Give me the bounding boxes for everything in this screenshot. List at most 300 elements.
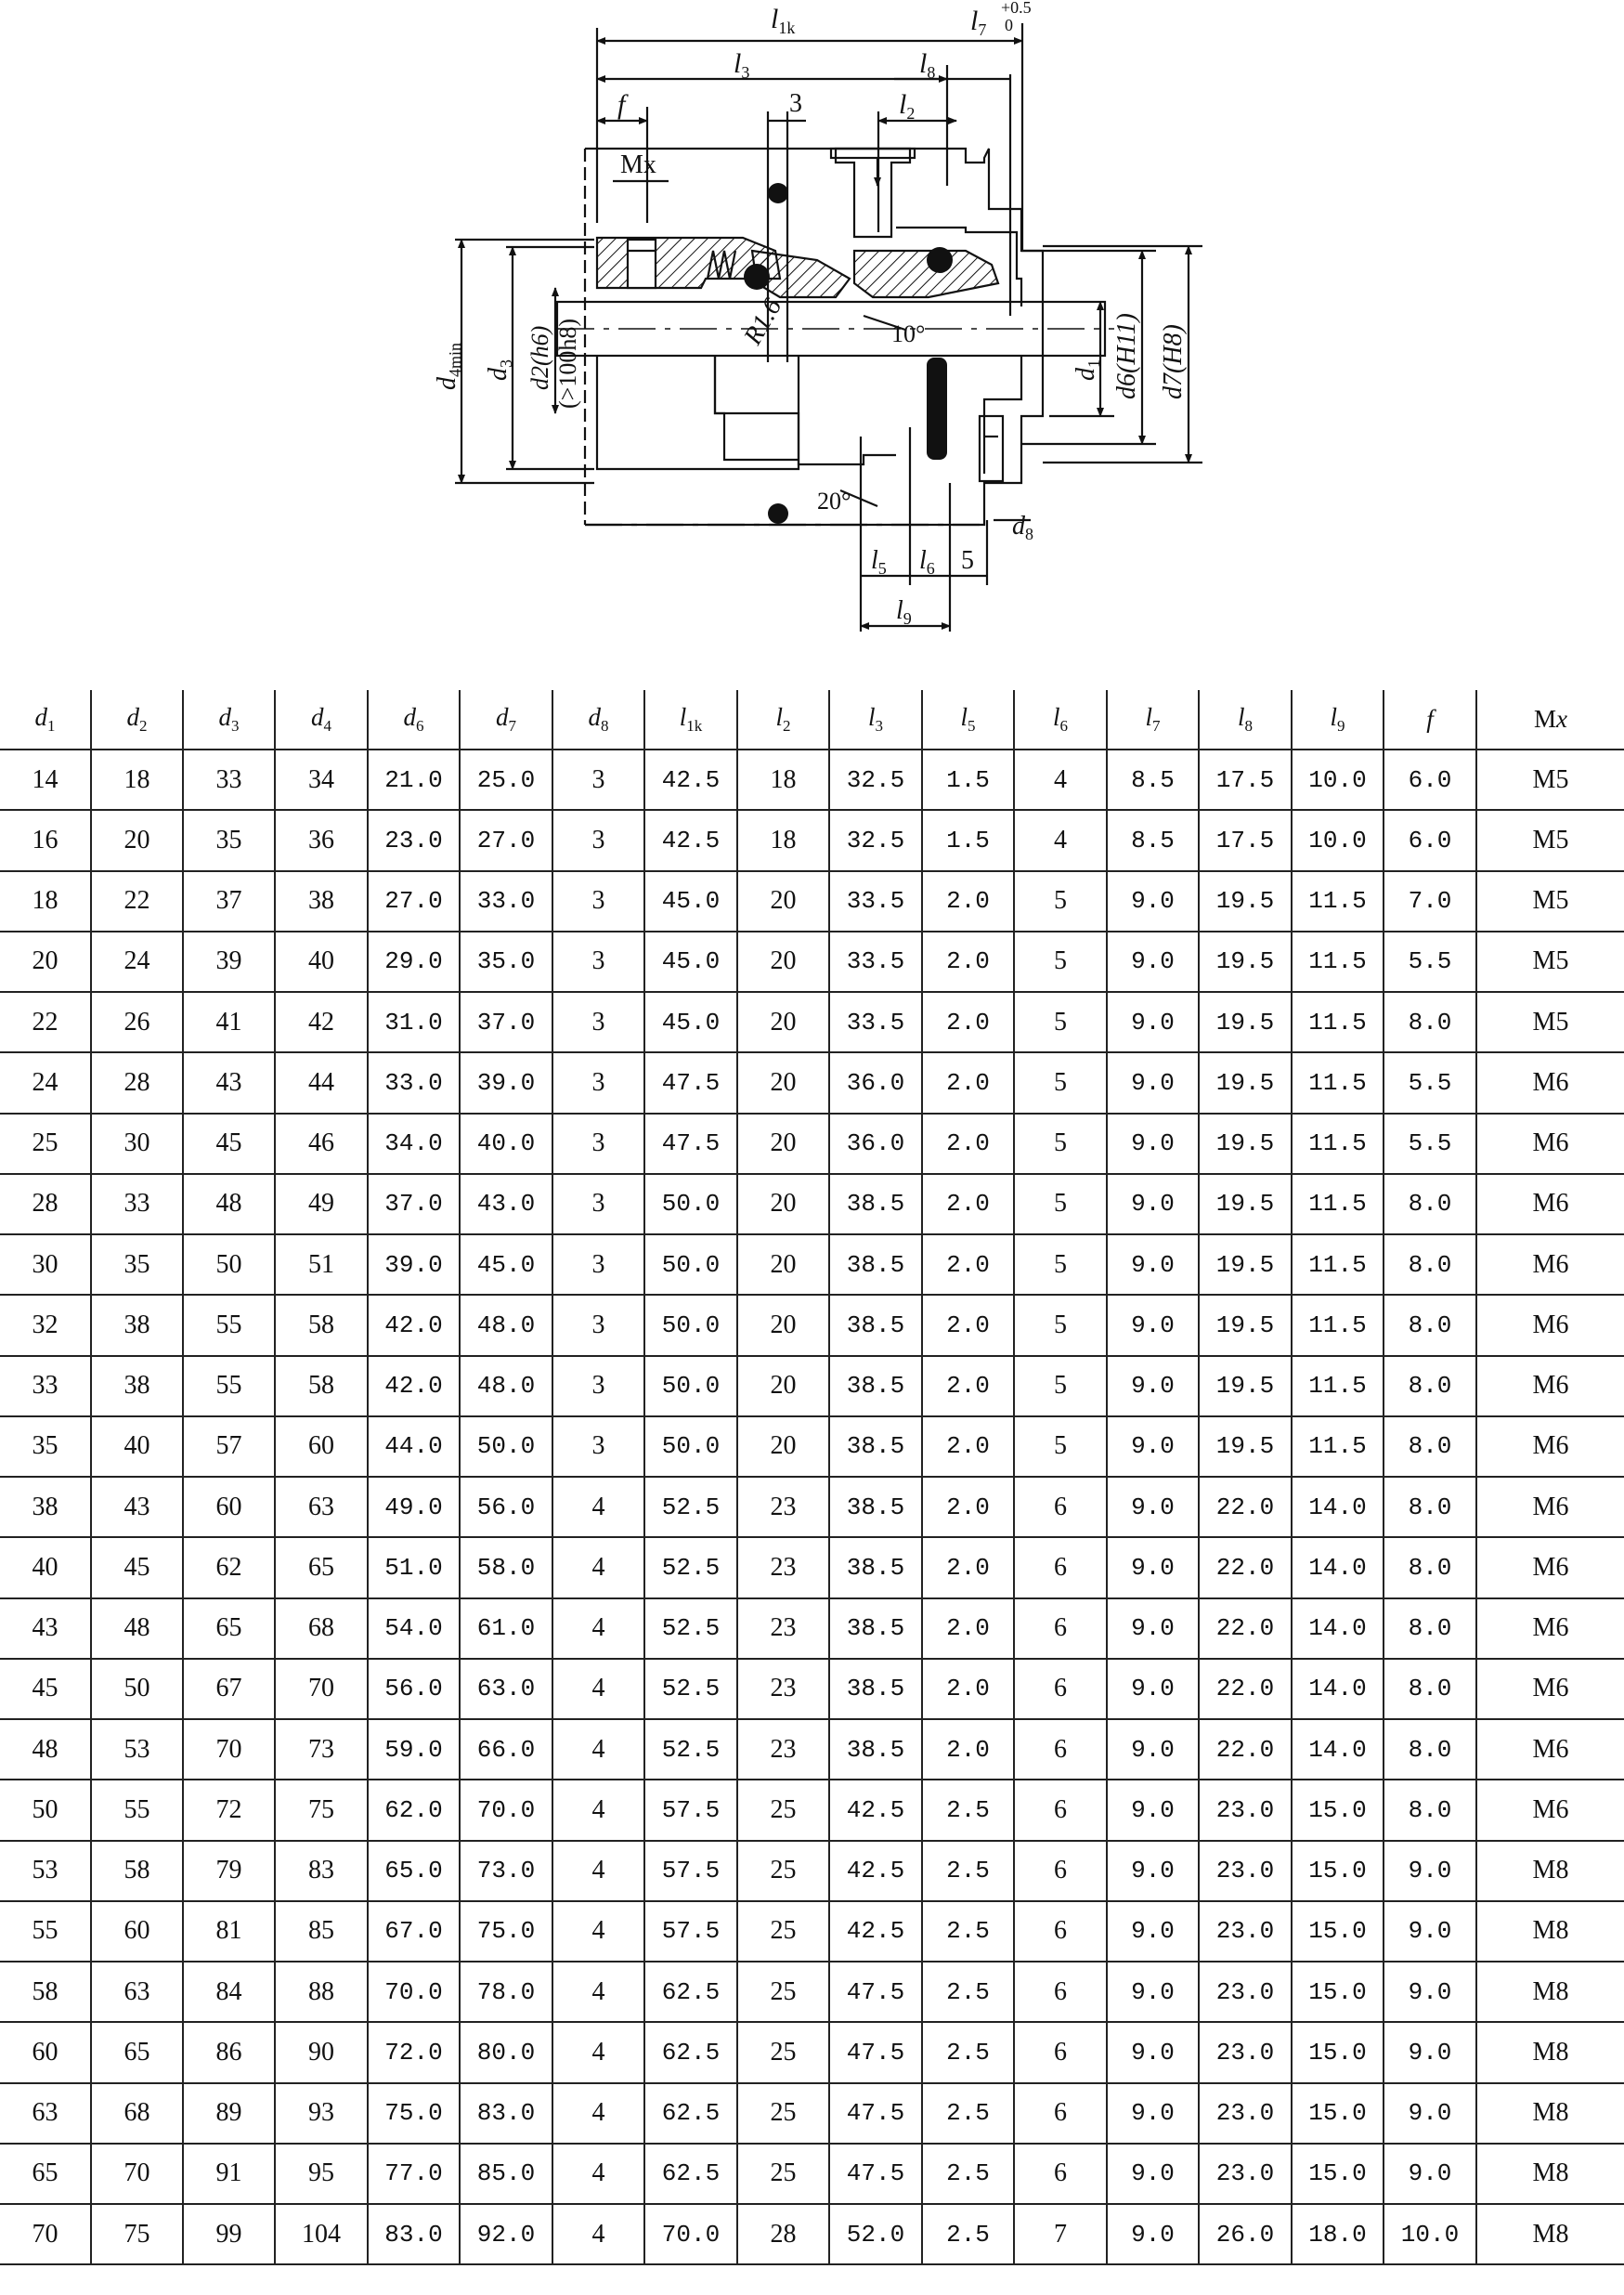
table-cell-mx: M6 [1476, 1174, 1624, 1234]
table-cell-l8: 22.0 [1199, 1477, 1292, 1537]
table-cell-l8: 19.5 [1199, 1416, 1292, 1477]
table-cell-d1: 16 [0, 810, 91, 870]
label-l5: $l_5$ [871, 546, 887, 578]
table-cell-l8: 23.0 [1199, 1962, 1292, 2022]
table-cell-d1: 24 [0, 1052, 91, 1113]
table-cell-mx: M6 [1476, 1537, 1624, 1597]
table-cell-d7: 73.0 [460, 1841, 552, 1901]
table-cell-l1k: 62.5 [644, 2022, 737, 2082]
table-cell-d1: 70 [0, 2204, 91, 2264]
table-cell-l7: 9.0 [1107, 1901, 1199, 1962]
table-cell-d4: 104 [275, 2204, 368, 2264]
table-cell-d1: 48 [0, 1719, 91, 1780]
table-cell-d7: 83.0 [460, 2083, 552, 2144]
table-cell-l2: 25 [737, 2022, 829, 2082]
table-cell-d1: 30 [0, 1234, 91, 1295]
table-cell-l1k: 57.5 [644, 1901, 737, 1962]
table-cell-l1k: 52.5 [644, 1598, 737, 1659]
table-cell-d4: 70 [275, 1659, 368, 1719]
table-row [0, 1719, 1624, 1780]
table-cell-d7: 75.0 [460, 1901, 552, 1962]
table-cell-d8: 3 [552, 810, 644, 870]
table-cell-d2: 18 [91, 750, 183, 810]
table-cell-l2: 20 [737, 1114, 829, 1174]
table-cell-l5: 2.0 [922, 1598, 1014, 1659]
table-row [0, 1052, 1624, 1113]
table-cell-l3: 38.5 [829, 1477, 922, 1537]
table-cell-l1k: 47.5 [644, 1114, 737, 1174]
table-cell-l2: 18 [737, 750, 829, 810]
table-cell-d1: 14 [0, 750, 91, 810]
table-cell-d7: 63.0 [460, 1659, 552, 1719]
header-l8: $l_8$ [1199, 690, 1292, 750]
table-cell-d8: 3 [552, 1234, 644, 1295]
table-cell-d3: 48 [183, 1174, 275, 1234]
table-cell-l2: 23 [737, 1598, 829, 1659]
label-d3: $d_3$ [484, 359, 515, 381]
table-row [0, 1477, 1624, 1537]
table-cell-l7: 9.0 [1107, 1234, 1199, 1295]
table-cell-d7: 27.0 [460, 810, 552, 870]
table-cell-f: 8.0 [1384, 1234, 1476, 1295]
table-cell-l5: 2.0 [922, 932, 1014, 992]
table-cell-l5: 2.0 [922, 1114, 1014, 1174]
table-cell-l6: 4 [1014, 750, 1107, 810]
table-cell-l8: 19.5 [1199, 871, 1292, 932]
table-cell-l3: 36.0 [829, 1114, 922, 1174]
table-cell-l2: 25 [737, 1780, 829, 1840]
table-cell-d1: 53 [0, 1841, 91, 1901]
table-cell-d6: 75.0 [368, 2083, 460, 2144]
label-mx: Mx [620, 150, 656, 179]
table-cell-d1: 33 [0, 1356, 91, 1416]
table-cell-l6: 4 [1014, 810, 1107, 870]
table-cell-l7: 9.0 [1107, 1780, 1199, 1840]
table-cell-l9: 14.0 [1292, 1598, 1384, 1659]
table-row [0, 810, 1624, 870]
o-ring-bottom [768, 503, 788, 524]
table-cell-l1k: 50.0 [644, 1234, 737, 1295]
table-cell-l8: 17.5 [1199, 750, 1292, 810]
table-cell-l1k: 52.5 [644, 1719, 737, 1780]
table-cell-d7: 56.0 [460, 1477, 552, 1537]
table-row [0, 2204, 1624, 2264]
table-cell-l5: 2.0 [922, 1234, 1014, 1295]
table-cell-l3: 52.0 [829, 2204, 922, 2264]
table-cell-d4: 75 [275, 1780, 368, 1840]
table-cell-d6: 39.0 [368, 1234, 460, 1295]
table-cell-l8: 17.5 [1199, 810, 1292, 870]
table-cell-l9: 14.0 [1292, 1537, 1384, 1597]
table-cell-d8: 4 [552, 1477, 644, 1537]
table-cell-l5: 2.0 [922, 1477, 1014, 1537]
table-cell-d4: 63 [275, 1477, 368, 1537]
table-cell-d4: 58 [275, 1295, 368, 1355]
table-cell-mx: M6 [1476, 1659, 1624, 1719]
table-cell-d4: 95 [275, 2144, 368, 2204]
table-cell-d3: 67 [183, 1659, 275, 1719]
bottom-screw [980, 416, 1003, 481]
table-cell-d7: 39.0 [460, 1052, 552, 1113]
table-cell-l6: 6 [1014, 1537, 1107, 1597]
table-cell-d7: 40.0 [460, 1114, 552, 1174]
table-cell-l5: 2.5 [922, 2083, 1014, 2144]
table-cell-d7: 61.0 [460, 1598, 552, 1659]
table-cell-l8: 23.0 [1199, 1901, 1292, 1962]
table-cell-d2: 50 [91, 1659, 183, 1719]
table-cell-d8: 3 [552, 750, 644, 810]
table-cell-d2: 38 [91, 1295, 183, 1355]
table-cell-f: 10.0 [1384, 2204, 1476, 2264]
table-cell-l8: 19.5 [1199, 1356, 1292, 1416]
table-row [0, 1537, 1624, 1597]
table-row [0, 871, 1624, 932]
table-cell-mx: M6 [1476, 1114, 1624, 1174]
table-row [0, 1780, 1624, 1840]
table-cell-d3: 91 [183, 2144, 275, 2204]
table-cell-l7: 9.0 [1107, 2083, 1199, 2144]
header-l2: $l_2$ [737, 690, 829, 750]
table-cell-l6: 5 [1014, 1234, 1107, 1295]
table-cell-d4: 49 [275, 1174, 368, 1234]
table-cell-l5: 2.0 [922, 1416, 1014, 1477]
table-cell-l3: 47.5 [829, 2022, 922, 2082]
table-cell-l7: 8.5 [1107, 810, 1199, 870]
table-cell-d6: 62.0 [368, 1780, 460, 1840]
table-cell-d2: 48 [91, 1598, 183, 1659]
table-cell-d7: 78.0 [460, 1962, 552, 2022]
table-cell-d2: 43 [91, 1477, 183, 1537]
table-cell-f: 8.0 [1384, 1416, 1476, 1477]
table-cell-d8: 3 [552, 932, 644, 992]
table-cell-l6: 6 [1014, 1659, 1107, 1719]
table-cell-d7: 48.0 [460, 1295, 552, 1355]
table-cell-d8: 3 [552, 871, 644, 932]
dimension-table [0, 690, 1624, 2265]
header-mx: Mx [1476, 690, 1624, 750]
table-cell-l1k: 70.0 [644, 2204, 737, 2264]
table-cell-l3: 32.5 [829, 810, 922, 870]
table-row [0, 1234, 1624, 1295]
label-l8: $l_8$ [919, 48, 936, 82]
table-row [0, 932, 1624, 992]
table-cell-d6: 42.0 [368, 1356, 460, 1416]
table-cell-l6: 5 [1014, 871, 1107, 932]
table-cell-mx: M6 [1476, 1780, 1624, 1840]
table-cell-l9: 11.5 [1292, 1174, 1384, 1234]
label-deg10: 10° [891, 320, 926, 347]
table-cell-l1k: 50.0 [644, 1174, 737, 1234]
table-cell-d4: 90 [275, 2022, 368, 2082]
table-cell-l2: 25 [737, 2083, 829, 2144]
table-cell-l9: 14.0 [1292, 1477, 1384, 1537]
table-cell-d8: 4 [552, 1537, 644, 1597]
table-cell-d6: 44.0 [368, 1416, 460, 1477]
table-cell-d6: 23.0 [368, 810, 460, 870]
table-cell-l6: 6 [1014, 2083, 1107, 2144]
table-cell-d1: 43 [0, 1598, 91, 1659]
table-cell-mx: M6 [1476, 1477, 1624, 1537]
table-cell-l6: 5 [1014, 1295, 1107, 1355]
table-cell-l3: 38.5 [829, 1356, 922, 1416]
table-cell-l2: 23 [737, 1719, 829, 1780]
table-cell-l3: 38.5 [829, 1174, 922, 1234]
table-cell-f: 8.0 [1384, 1719, 1476, 1780]
table-cell-d4: 83 [275, 1841, 368, 1901]
table-cell-l6: 6 [1014, 1901, 1107, 1962]
table-cell-l9: 15.0 [1292, 1780, 1384, 1840]
table-cell-f: 9.0 [1384, 2083, 1476, 2144]
table-cell-l1k: 62.5 [644, 1962, 737, 2022]
table-cell-l3: 42.5 [829, 1780, 922, 1840]
table-cell-l5: 2.0 [922, 1719, 1014, 1780]
table-cell-l3: 38.5 [829, 1537, 922, 1597]
table-cell-l2: 18 [737, 810, 829, 870]
table-cell-l2: 23 [737, 1477, 829, 1537]
table-cell-l7: 9.0 [1107, 1962, 1199, 2022]
table-cell-l3: 38.5 [829, 1598, 922, 1659]
table-cell-d6: 51.0 [368, 1537, 460, 1597]
table-cell-d2: 40 [91, 1416, 183, 1477]
table-body [0, 750, 1624, 2264]
table-cell-l7: 8.5 [1107, 750, 1199, 810]
table-cell-f: 9.0 [1384, 1962, 1476, 2022]
table-cell-d7: 58.0 [460, 1537, 552, 1597]
table-cell-d3: 70 [183, 1719, 275, 1780]
label-d6h11: d6(H11) [1112, 313, 1141, 399]
table-cell-l3: 32.5 [829, 750, 922, 810]
header-d1: $d_1$ [0, 690, 91, 750]
o-ring-right [927, 247, 953, 273]
table-cell-l6: 5 [1014, 992, 1107, 1052]
table-cell-d2: 65 [91, 2022, 183, 2082]
table-row [0, 1356, 1624, 1416]
table-cell-d8: 4 [552, 2144, 644, 2204]
header-l7: $l_7$ [1107, 690, 1199, 750]
table-cell-d8: 4 [552, 1780, 644, 1840]
table-cell-l2: 20 [737, 1052, 829, 1113]
table-cell-d6: 29.0 [368, 932, 460, 992]
table-cell-l6: 6 [1014, 1598, 1107, 1659]
table-cell-d4: 60 [275, 1416, 368, 1477]
table-cell-mx: M8 [1476, 2022, 1624, 2082]
table-cell-l2: 20 [737, 1234, 829, 1295]
table-cell-d7: 70.0 [460, 1780, 552, 1840]
table-cell-l5: 2.5 [922, 1780, 1014, 1840]
table-cell-l8: 23.0 [1199, 2022, 1292, 2082]
table-cell-l9: 15.0 [1292, 2022, 1384, 2082]
table-cell-d3: 65 [183, 1598, 275, 1659]
table-cell-d4: 88 [275, 1962, 368, 2022]
table-cell-l5: 2.0 [922, 1174, 1014, 1234]
table-cell-l3: 38.5 [829, 1719, 922, 1780]
table-cell-d3: 35 [183, 810, 275, 870]
table-row [0, 1114, 1624, 1174]
table-cell-l5: 2.0 [922, 992, 1014, 1052]
table-cell-l2: 20 [737, 992, 829, 1052]
table-cell-l2: 20 [737, 1356, 829, 1416]
header-l5: $l_5$ [922, 690, 1014, 750]
table-cell-mx: M6 [1476, 1356, 1624, 1416]
table-cell-d6: 77.0 [368, 2144, 460, 2204]
table-cell-l9: 15.0 [1292, 2083, 1384, 2144]
table-cell-d7: 33.0 [460, 871, 552, 932]
table-cell-l5: 2.0 [922, 871, 1014, 932]
table-cell-l1k: 57.5 [644, 1841, 737, 1901]
table-cell-l1k: 45.0 [644, 992, 737, 1052]
table-cell-l7: 9.0 [1107, 1356, 1199, 1416]
table-cell-l7: 9.0 [1107, 871, 1199, 932]
table-cell-d7: 45.0 [460, 1234, 552, 1295]
table-cell-d4: 44 [275, 1052, 368, 1113]
label-five: 5 [961, 546, 974, 575]
table-cell-l9: 11.5 [1292, 992, 1384, 1052]
table-cell-l8: 22.0 [1199, 1537, 1292, 1597]
table-cell-l8: 23.0 [1199, 1780, 1292, 1840]
table-cell-d7: 48.0 [460, 1356, 552, 1416]
table-cell-d6: 37.0 [368, 1174, 460, 1234]
table-cell-l1k: 47.5 [644, 1052, 737, 1113]
table-cell-l3: 33.5 [829, 992, 922, 1052]
table-cell-d8: 4 [552, 1962, 644, 2022]
table-cell-l5: 2.0 [922, 1295, 1014, 1355]
table-cell-l1k: 42.5 [644, 810, 737, 870]
table-cell-f: 8.0 [1384, 1174, 1476, 1234]
table-row [0, 992, 1624, 1052]
table-cell-mx: M6 [1476, 1598, 1624, 1659]
table-cell-l9: 14.0 [1292, 1659, 1384, 1719]
table-cell-d2: 53 [91, 1719, 183, 1780]
header-d8: $d_8$ [552, 690, 644, 750]
table-cell-l7: 9.0 [1107, 1537, 1199, 1597]
table-cell-l9: 11.5 [1292, 932, 1384, 992]
table-cell-d7: 80.0 [460, 2022, 552, 2082]
table-cell-l7: 9.0 [1107, 1659, 1199, 1719]
label-d8: $d_8$ [1012, 512, 1033, 543]
table-cell-l9: 11.5 [1292, 1295, 1384, 1355]
table-cell-l7: 9.0 [1107, 1174, 1199, 1234]
table-cell-l5: 2.5 [922, 2144, 1014, 2204]
table-cell-f: 8.0 [1384, 1537, 1476, 1597]
header-l1k: $l_{1k}$ [644, 690, 737, 750]
table-cell-d1: 58 [0, 1962, 91, 2022]
table-cell-l7: 9.0 [1107, 2022, 1199, 2082]
table-cell-d4: 73 [275, 1719, 368, 1780]
table-cell-d1: 32 [0, 1295, 91, 1355]
table-cell-d4: 85 [275, 1901, 368, 1962]
top-fitting [836, 149, 910, 237]
table-cell-d8: 4 [552, 2204, 644, 2264]
table-row [0, 1598, 1624, 1659]
table-cell-d3: 45 [183, 1114, 275, 1174]
table-cell-d6: 31.0 [368, 992, 460, 1052]
table-cell-l3: 38.5 [829, 1416, 922, 1477]
table-cell-l5: 2.0 [922, 1659, 1014, 1719]
o-ring-left [744, 264, 770, 290]
table-cell-d2: 20 [91, 810, 183, 870]
table-cell-l8: 19.5 [1199, 1295, 1292, 1355]
table-header-row [0, 690, 1624, 750]
table-cell-l2: 20 [737, 871, 829, 932]
table-cell-d8: 4 [552, 1841, 644, 1901]
table-cell-d1: 60 [0, 2022, 91, 2082]
table-cell-l8: 22.0 [1199, 1659, 1292, 1719]
table-cell-l6: 5 [1014, 1174, 1107, 1234]
table-cell-l3: 33.5 [829, 932, 922, 992]
table-cell-d3: 84 [183, 1962, 275, 2022]
table-row [0, 2083, 1624, 2144]
table-cell-d1: 28 [0, 1174, 91, 1234]
table-cell-d1: 38 [0, 1477, 91, 1537]
table-cell-d3: 86 [183, 2022, 275, 2082]
table-cell-l1k: 52.5 [644, 1537, 737, 1597]
table-cell-l1k: 42.5 [644, 750, 737, 810]
table-cell-l7: 9.0 [1107, 992, 1199, 1052]
table-cell-d3: 89 [183, 2083, 275, 2144]
table-cell-l9: 14.0 [1292, 1719, 1384, 1780]
table-cell-l6: 6 [1014, 2022, 1107, 2082]
table-cell-l8: 19.5 [1199, 1234, 1292, 1295]
table-cell-l9: 18.0 [1292, 2204, 1384, 2264]
table-cell-l7: 9.0 [1107, 1052, 1199, 1113]
table-cell-d2: 63 [91, 1962, 183, 2022]
table-cell-l6: 5 [1014, 1416, 1107, 1477]
table-cell-d1: 65 [0, 2144, 91, 2204]
table-row [0, 1416, 1624, 1477]
table-cell-d3: 72 [183, 1780, 275, 1840]
table-cell-d1: 50 [0, 1780, 91, 1840]
table-cell-d8: 3 [552, 1416, 644, 1477]
table-row [0, 1295, 1624, 1355]
table-cell-d7: 43.0 [460, 1174, 552, 1234]
table-cell-d2: 33 [91, 1174, 183, 1234]
table-cell-l7: 9.0 [1107, 1719, 1199, 1780]
table-cell-d7: 25.0 [460, 750, 552, 810]
table-cell-f: 5.5 [1384, 932, 1476, 992]
table-cell-mx: M8 [1476, 2083, 1624, 2144]
table-cell-d1: 18 [0, 871, 91, 932]
table-cell-d2: 68 [91, 2083, 183, 2144]
table-cell-l1k: 50.0 [644, 1356, 737, 1416]
header-l9: $l_9$ [1292, 690, 1384, 750]
table-cell-d3: 81 [183, 1901, 275, 1962]
table-cell-d4: 68 [275, 1598, 368, 1659]
table-cell-l1k: 45.0 [644, 932, 737, 992]
table-cell-d4: 34 [275, 750, 368, 810]
header-d2: $d_2$ [91, 690, 183, 750]
table-cell-f: 8.0 [1384, 1295, 1476, 1355]
table-cell-d8: 3 [552, 1052, 644, 1113]
seal-cross-section-drawing [0, 0, 1624, 641]
table-cell-l5: 2.0 [922, 1537, 1014, 1597]
header-d3: $d_3$ [183, 690, 275, 750]
table-cell-f: 8.0 [1384, 1598, 1476, 1659]
table-cell-l3: 42.5 [829, 1901, 922, 1962]
table-cell-l1k: 62.5 [644, 2144, 737, 2204]
table-cell-f: 8.0 [1384, 1780, 1476, 1840]
table-cell-d3: 99 [183, 2204, 275, 2264]
table-cell-d6: 54.0 [368, 1598, 460, 1659]
table-cell-f: 8.0 [1384, 1477, 1476, 1537]
table-cell-l1k: 52.5 [644, 1477, 737, 1537]
table-cell-d7: 35.0 [460, 932, 552, 992]
table-cell-d2: 26 [91, 992, 183, 1052]
table-cell-mx: M5 [1476, 810, 1624, 870]
table-cell-mx: M5 [1476, 750, 1624, 810]
table-cell-l9: 11.5 [1292, 871, 1384, 932]
table-cell-l7: 9.0 [1107, 1114, 1199, 1174]
table-cell-mx: M5 [1476, 932, 1624, 992]
